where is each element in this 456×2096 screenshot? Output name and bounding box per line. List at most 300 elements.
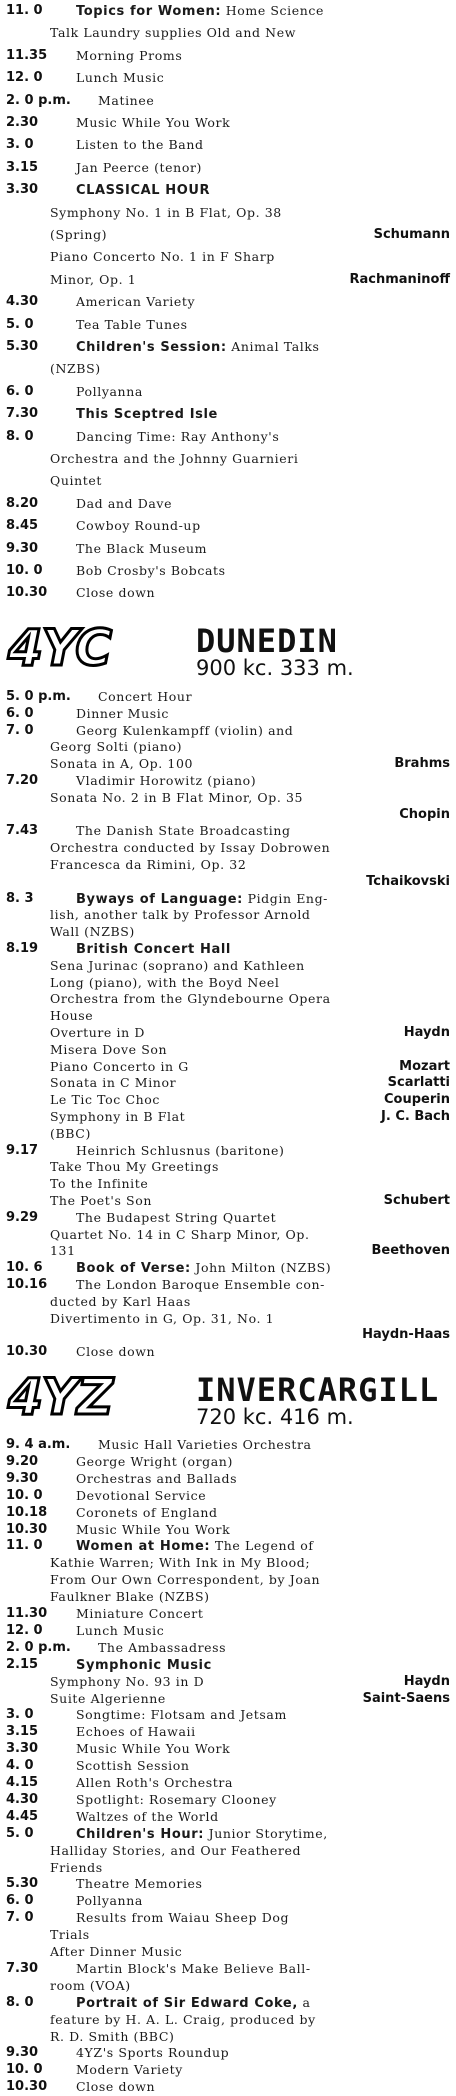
listing-row xyxy=(0,1706,450,1724)
listing-program-title: Topics for Women: xyxy=(76,4,222,19)
listing-description xyxy=(50,1691,166,1706)
listing-description-text: Music While You Work xyxy=(76,1741,231,1757)
listing-description-text: Orchestra conducted by Issay Dobrowen xyxy=(50,840,331,856)
listing-description xyxy=(76,1910,289,1925)
listing-description xyxy=(50,1075,176,1090)
listing-description-text: From Our Own Correspondent, by Joan xyxy=(50,1572,321,1588)
listing-row xyxy=(0,1757,450,1775)
listing-time: 2. 0 p.m. xyxy=(6,92,71,108)
listing-row xyxy=(0,738,450,756)
listing-description-text: Le Tic Toc Choc xyxy=(50,1092,160,1108)
listing-row xyxy=(0,1537,450,1555)
listing-time: 7.43 xyxy=(6,823,39,839)
listing-program-title: This Sceptred Isle xyxy=(76,407,218,423)
listing-row xyxy=(0,1453,450,1471)
listing-description-text: room (VOA) xyxy=(50,1977,131,1993)
listing-time: 2.30 xyxy=(6,115,39,130)
listing-row xyxy=(0,957,450,975)
listing-composer: Haydn xyxy=(403,1673,450,1689)
listing-description xyxy=(50,1126,91,1141)
listing-description xyxy=(76,823,291,838)
listing-time: 9.30 xyxy=(6,540,39,556)
listing-description-text: The London Baroque Ensemble con- xyxy=(76,1277,325,1292)
listing-description xyxy=(50,1025,145,1040)
listing-time: 12. 0 xyxy=(6,70,43,86)
listing-time: 5. 0 p.m. xyxy=(6,689,71,704)
listing-description xyxy=(76,1741,230,1756)
listing-description-text: (BBC) xyxy=(50,1125,91,1141)
listing-composer: Schubert xyxy=(383,1193,450,1208)
listing-description-text: 131 xyxy=(50,1243,76,1259)
listing-description xyxy=(76,1826,328,1842)
listing-time: 10. 0 xyxy=(6,563,43,578)
listing-row xyxy=(0,1825,450,1843)
listing-row xyxy=(0,338,450,356)
listing-description-text: Friends xyxy=(50,1859,103,1875)
listing-description xyxy=(50,2029,174,2044)
listing-time: 8. 3 xyxy=(6,890,34,906)
listing-time: 10. 6 xyxy=(6,1260,43,1276)
listing-description-text: Dancing Time: Ray Anthony's xyxy=(76,428,280,444)
listing-time: 9.29 xyxy=(6,1209,39,1225)
listing-description-text: R. D. Smith (BBC) xyxy=(50,2028,175,2044)
listing-description-text: Waltzes of the World xyxy=(76,1808,219,1824)
listing-description-text: Sonata in A, Op. 100 xyxy=(50,756,194,772)
listing-row xyxy=(0,1058,450,1076)
listing-time: 3.30 xyxy=(6,182,39,198)
listing-composer: Rachmaninoff xyxy=(349,271,450,287)
listing-description xyxy=(76,115,230,130)
listing-description xyxy=(50,1927,90,1942)
listing-description-text: Music While You Work xyxy=(76,115,231,130)
listing-description xyxy=(76,1809,219,1824)
listing-row xyxy=(0,873,450,891)
listing-description-text: Francesca da Rimini, Op. 32 xyxy=(50,857,247,872)
listing-row xyxy=(0,1074,450,1092)
listing-description xyxy=(50,924,135,939)
listing-row xyxy=(0,1175,450,1193)
listing-description-text: Orchestra from the Glyndebourne Opera xyxy=(50,991,331,1007)
listing-time: 6. 0 xyxy=(6,1893,34,1909)
listing-description xyxy=(76,1260,331,1276)
listing-description xyxy=(50,473,102,488)
listing-row xyxy=(0,839,450,857)
listing-description xyxy=(50,1294,191,1309)
listing-description-text: Results from Waiau Sheep Dog xyxy=(76,1910,290,1926)
listing-row xyxy=(0,772,450,790)
listing-row xyxy=(0,688,450,706)
listing-description xyxy=(76,1143,285,1158)
listing-description-text: Suite Algerienne xyxy=(50,1690,166,1706)
listing-description-text: Theatre Memories xyxy=(76,1876,203,1892)
listing-description xyxy=(76,1277,325,1292)
listing-row xyxy=(0,1977,450,1995)
listing-time: 2. 0 p.m. xyxy=(6,1639,71,1655)
listing-row xyxy=(0,1209,450,1227)
listing-description-text: Scottish Session xyxy=(76,1758,190,1774)
listing-row xyxy=(0,316,450,334)
listing-description xyxy=(76,706,169,721)
listing-row xyxy=(0,1656,450,1674)
listing-description xyxy=(76,1657,212,1673)
listing-description-text: Bob Crosby's Bobcats xyxy=(76,563,226,578)
listing-description-text: Halliday Stories, and Our Feathered xyxy=(50,1842,302,1858)
listing-description-text: Quintet xyxy=(50,473,102,489)
listing-row xyxy=(0,2,450,20)
listing-description xyxy=(50,1092,160,1107)
listing-row xyxy=(0,472,450,490)
listing-time: 8.45 xyxy=(6,518,39,534)
listing-description-text: Miniature Concert xyxy=(76,1606,204,1621)
listing-description-text: The Poet's Son xyxy=(50,1193,152,1208)
listing-description-text: feature by H. A. L. Craig, produced by xyxy=(50,2011,316,2027)
listing-row xyxy=(0,1226,450,1244)
listing-program-title: CLASSICAL HOUR xyxy=(76,183,211,199)
listing-description-text: Vladimir Horowitz (piano) xyxy=(76,773,257,788)
listing-row xyxy=(0,47,450,65)
listing-description xyxy=(50,1860,103,1875)
listing-description xyxy=(76,1606,203,1621)
listing-composer: J. C. Bach xyxy=(381,1109,450,1124)
listing-program-title: Symphonic Music xyxy=(76,1657,212,1673)
listing-time: 8. 0 xyxy=(6,1994,34,2010)
listing-description xyxy=(76,1471,237,1486)
listing-description-text: Echoes of Hawaii xyxy=(76,1724,196,1740)
listing-description xyxy=(76,1995,311,2011)
listing-time: 11. 0 xyxy=(6,3,43,18)
listing-description xyxy=(76,137,204,152)
listing-description-text: Georg Kulenkampff (violin) and xyxy=(76,722,294,738)
listing-description xyxy=(50,857,246,872)
listing-description-text: Pidgin Eng- xyxy=(247,890,328,906)
listing-description xyxy=(76,891,328,907)
listing-row xyxy=(0,495,450,513)
listing-row xyxy=(0,114,450,132)
listing-row xyxy=(0,1192,450,1210)
listing-row xyxy=(0,1909,450,1927)
listing-row xyxy=(0,1808,450,1826)
listing-description-text: Symphony No. 1 in B Flat, Op. 38 xyxy=(50,204,282,220)
listing-description xyxy=(50,1555,310,1570)
listing-description xyxy=(98,689,192,704)
listing-description xyxy=(76,1792,277,1807)
listing-row xyxy=(0,856,450,874)
listing-row xyxy=(0,1554,450,1572)
listing-row xyxy=(0,1690,450,1708)
listing-time: 10.30 xyxy=(6,585,48,601)
listing-time: 11.35 xyxy=(6,47,48,63)
listing-description-text: Sena Jurinac (soprano) and Kathleen xyxy=(50,957,305,973)
station-city: INVERCARGILL xyxy=(196,1371,440,1409)
listing-description xyxy=(76,48,182,63)
listing-description-text: Listen to the Band xyxy=(76,137,204,153)
listing-time: 9.20 xyxy=(6,1453,39,1469)
listing-row xyxy=(0,1875,450,1893)
listing-description xyxy=(76,1538,314,1554)
listing-program-title: Byways of Language: xyxy=(76,891,243,907)
listing-description xyxy=(50,1227,310,1242)
listing-composer: Tchaikovski xyxy=(366,873,450,889)
listing-row xyxy=(0,1293,450,1311)
listing-description xyxy=(50,1978,131,1993)
listing-description-text: Faulkner Blake (NZBS) xyxy=(50,1589,210,1605)
listing-description-text: The Ambassadress xyxy=(98,1639,227,1655)
listing-description xyxy=(50,1572,320,1587)
listing-program-title: Children's Hour: xyxy=(76,1826,205,1842)
listing-row xyxy=(0,1639,450,1657)
listing-description xyxy=(50,227,107,242)
listing-program-title: Book of Verse: xyxy=(76,1261,191,1277)
listing-row xyxy=(0,1310,450,1328)
listing-time: 9.30 xyxy=(6,2045,39,2061)
listing-row xyxy=(0,990,450,1008)
listing-description xyxy=(50,361,101,376)
listing-description xyxy=(50,2012,316,2027)
listing-description xyxy=(76,1344,155,1359)
listing-program-title: Women at Home: xyxy=(76,1539,211,1555)
listing-description xyxy=(76,518,201,533)
listing-description-text: Piano Concerto in G xyxy=(50,1058,189,1074)
listing-row xyxy=(0,1943,450,1961)
listing-composer: Saint-Saens xyxy=(362,1690,450,1706)
listing-description xyxy=(50,1042,167,1057)
listing-description xyxy=(76,1775,233,1790)
listing-description xyxy=(76,541,207,556)
listing-description-text: 4YZ's Sports Roundup xyxy=(76,2045,230,2061)
listing-description-text: Take Thou My Greetings xyxy=(50,1159,219,1175)
listing-row xyxy=(0,92,450,110)
listing-description-text: Morning Proms xyxy=(76,47,183,63)
listing-description-text: The Legend of xyxy=(214,1538,314,1554)
listing-description-text: Concert Hour xyxy=(98,689,193,704)
listing-description xyxy=(76,1210,276,1225)
listing-time: 3. 0 xyxy=(6,137,34,153)
listing-row xyxy=(0,181,450,199)
listing-row xyxy=(0,271,450,289)
listing-description xyxy=(50,1193,152,1208)
listing-description xyxy=(50,975,279,990)
listing-row xyxy=(0,1723,450,1741)
listing-description xyxy=(50,249,275,264)
callsign-logo: 4YZ xyxy=(8,1368,113,1426)
listing-time: 4.45 xyxy=(6,1808,39,1824)
listing-description xyxy=(50,1008,93,1023)
listing-description-text: Georg Solti (piano) xyxy=(50,739,183,755)
listing-row xyxy=(0,1892,450,1910)
listing-program-title: Portrait of Sir Edward Coke, xyxy=(76,1995,298,2011)
listing-time: 7. 0 xyxy=(6,722,34,738)
listing-description-text: Devotional Service xyxy=(76,1487,207,1503)
listing-row xyxy=(0,1487,450,1505)
listing-row xyxy=(0,383,450,401)
listing-row xyxy=(0,1588,450,1606)
listing-row xyxy=(0,2011,450,2029)
listing-description-text: Quartet No. 14 in C Sharp Minor, Op. xyxy=(50,1226,310,1242)
listing-row xyxy=(0,890,450,908)
listing-row xyxy=(0,822,450,840)
listing-row xyxy=(0,360,450,378)
listing-description xyxy=(76,317,188,332)
listing-row xyxy=(0,405,450,423)
listing-composer: Schumann xyxy=(373,227,450,242)
listing-row xyxy=(0,923,450,941)
listing-description xyxy=(50,1944,182,1959)
listing-description-text: Songtime: Flotsam and Jetsam xyxy=(76,1707,287,1723)
listing-description xyxy=(50,1843,301,1858)
listing-description-text: Home Science xyxy=(225,3,324,18)
listing-row xyxy=(0,755,450,773)
listing-description xyxy=(98,1437,312,1452)
listing-time: 4.15 xyxy=(6,1775,39,1790)
listing-description-text: Sonata in C Minor xyxy=(50,1075,177,1091)
listing-row xyxy=(0,1326,450,1344)
listing-description-text: Dinner Music xyxy=(76,705,169,721)
listing-description-text: Lunch Music xyxy=(76,70,165,86)
listing-description xyxy=(50,1176,148,1191)
listing-description xyxy=(50,205,282,220)
listing-description-text: Close down xyxy=(76,2079,156,2095)
listing-row xyxy=(0,1436,450,1454)
listing-composer: Beethoven xyxy=(371,1243,450,1259)
listing-description xyxy=(76,384,143,399)
listing-time: 2.15 xyxy=(6,1656,39,1672)
listing-row xyxy=(0,1605,450,1623)
listing-description-text: Close down xyxy=(76,1344,156,1360)
listing-description xyxy=(50,739,182,754)
listing-row xyxy=(0,1926,450,1944)
listing-row xyxy=(0,1242,450,1260)
listing-time: 4.30 xyxy=(6,294,39,310)
listing-description-text: Piano Concerto No. 1 in F Sharp xyxy=(50,249,275,265)
listing-description xyxy=(76,773,256,788)
listing-description xyxy=(50,790,303,805)
listing-row xyxy=(0,1774,450,1792)
listing-description xyxy=(50,1311,274,1326)
listing-row xyxy=(0,806,450,824)
listing-description-text: Overture in D xyxy=(50,1025,145,1040)
listing-time: 10.18 xyxy=(6,1504,48,1520)
listing-time: 7.30 xyxy=(6,406,39,422)
listing-row xyxy=(0,1108,450,1126)
listing-description xyxy=(76,1623,164,1638)
listing-time: 5.30 xyxy=(6,339,39,354)
listing-description xyxy=(50,1059,189,1074)
listing-description-text: Martin Block's Make Believe Ball- xyxy=(76,1960,311,1976)
listing-description xyxy=(50,1674,204,1689)
listing-description xyxy=(76,585,155,600)
listing-row xyxy=(0,24,450,42)
listing-description-text: Divertimento in G, Op. 31, No. 1 xyxy=(50,1310,275,1326)
listing-description xyxy=(76,1505,218,1520)
listing-row xyxy=(0,2044,450,2062)
listing-description xyxy=(76,1893,143,1908)
listing-description xyxy=(76,1961,311,1976)
listing-description xyxy=(76,339,320,355)
listing-description xyxy=(50,840,330,855)
listing-description xyxy=(76,429,279,444)
listing-description xyxy=(98,93,154,108)
listing-time: 10. 0 xyxy=(6,2062,43,2078)
listing-time: 10. 0 xyxy=(6,1487,43,1503)
listing-row xyxy=(0,562,450,580)
listing-description-text: Coronets of England xyxy=(76,1504,218,1520)
listing-row xyxy=(0,789,450,807)
listing-row xyxy=(0,1142,450,1160)
listing-row xyxy=(0,1994,450,2012)
listing-row xyxy=(0,1521,450,1539)
listing-row xyxy=(0,248,450,266)
listing-row xyxy=(0,293,450,311)
listing-description-text: Trials xyxy=(50,1927,90,1943)
listing-description-text: ducted by Karl Haas xyxy=(50,1293,191,1309)
listing-row xyxy=(0,1740,450,1758)
listing-description xyxy=(50,907,311,922)
listing-description-text: Junior Storytime, xyxy=(208,1825,328,1841)
station-frequency: 720 kc. 416 m. xyxy=(196,1405,354,1429)
listing-time: 12. 0 xyxy=(6,1622,43,1638)
listing-time: 11.30 xyxy=(6,1606,48,1621)
listing-row xyxy=(0,1259,450,1277)
listing-row xyxy=(0,906,450,924)
listing-description xyxy=(76,1488,206,1503)
listing-description-text: The Danish State Broadcasting xyxy=(76,823,291,839)
station-frequency: 900 kc. 333 m. xyxy=(196,656,354,680)
listing-description xyxy=(76,2079,155,2094)
listing-composer: Couperin xyxy=(384,1092,450,1108)
listing-row xyxy=(0,69,450,87)
listing-program-title: Children's Session: xyxy=(76,340,227,355)
listing-row xyxy=(0,722,450,740)
listing-description xyxy=(76,1758,190,1773)
listing-time: 3. 0 xyxy=(6,1707,34,1723)
listing-description xyxy=(76,406,218,422)
listing-row xyxy=(0,159,450,177)
listing-time: 3.15 xyxy=(6,159,39,175)
listing-description xyxy=(50,991,331,1006)
listing-description xyxy=(76,182,210,198)
listing-composer: Mozart xyxy=(399,1058,450,1074)
listing-row xyxy=(0,1041,450,1059)
listing-description xyxy=(76,2062,183,2077)
listing-description xyxy=(50,451,298,466)
listing-description-text: Pollyanna xyxy=(76,1893,143,1909)
listing-description-text: To the Infinite xyxy=(50,1176,149,1192)
listing-time: 8.20 xyxy=(6,495,39,511)
listing-description xyxy=(50,1109,185,1124)
listing-row xyxy=(0,1504,450,1522)
listing-description-text: Talk Laundry supplies Old and New xyxy=(50,25,297,41)
listing-program-title: British Concert Hall xyxy=(76,942,231,957)
listing-description-text: Symphony in B Flat xyxy=(50,1109,186,1124)
listing-row xyxy=(0,450,450,468)
listing-time: 10.30 xyxy=(6,1521,48,1537)
listing-description xyxy=(76,294,195,309)
listing-description-text: Orchestra and the Johnny Guarnieri xyxy=(50,451,299,466)
listing-description-text: Matinee xyxy=(98,92,155,108)
listing-description xyxy=(98,1640,226,1655)
listing-description-text: The Budapest String Quartet xyxy=(76,1209,277,1225)
listing-description-text: Spotlight: Rosemary Clooney xyxy=(76,1791,277,1807)
listing-description-text: (NZBS) xyxy=(50,361,101,377)
listing-description xyxy=(50,25,296,40)
listing-row xyxy=(0,705,450,723)
listing-row xyxy=(0,1791,450,1809)
listing-description-text: The Black Museum xyxy=(76,540,208,556)
listing-row xyxy=(0,1960,450,1978)
listing-row xyxy=(0,1622,450,1640)
listing-row xyxy=(0,1125,450,1143)
listing-description-text: Cowboy Round-up xyxy=(76,518,201,534)
